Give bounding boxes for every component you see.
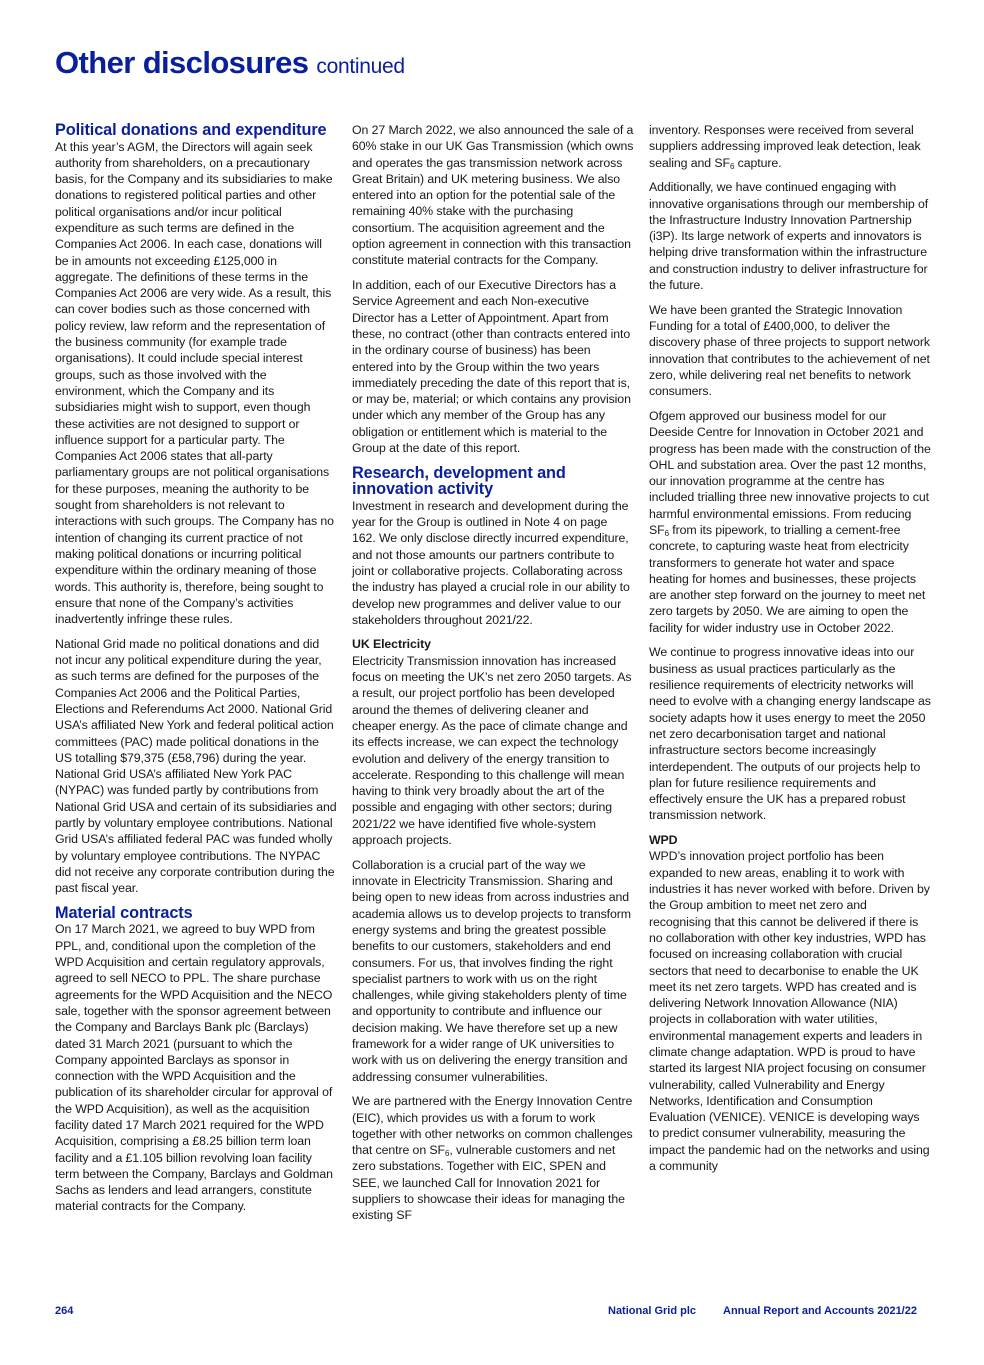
- political-donations-heading: Political donations and expenditure: [55, 121, 327, 139]
- material-contracts-heading: Material contracts: [55, 903, 193, 922]
- uk-electricity-para-3: We are partnered with the Energy Innovation Centre (EIC), which provides us with a forum to work together with other networks on common challenges that centre on $SF_6$, vulnerable customers and net zero substations. Together with EIC, SPEN and SEE, we launched Call for Innovation 2021 for suppliers to showcase their ideas for managing the existing SF: [352, 1094, 633, 1223]
- uk-electricity-para-1: Electricity Transmission innovation has increased focus on meeting the UK’s net zero 2050 targets. As a result, our project portfolio has been developed around the themes of delivering cleaner and cheaper energy. As the pace of climate change and its effects increase, we can expect the technology evolution and delivery of the energy transition to accelerate. Responding to this challenge will mean having to think very broadly about the art of the possible and engaging with other sectors; during 2021/22 we have identified five whole-system approach projects.: [352, 653, 632, 848]
- column-3: [649, 122, 931, 1183]
- research-heading: Research, development and innovation activity: [352, 463, 566, 499]
- page-number: 264: [55, 1305, 74, 1317]
- column-1: [55, 122, 337, 1223]
- research-para-1: Investment in research and development during the year for the Group is outlined in Note 4 on page 162. We only disclose directly incurred expenditure, and not those amounts our partners contribute to joint or collaborative projects. Collaborating across the industry has played a crucial role in our ability to develop new programmes and deliver value to our stakeholders throughout 2021/22.: [352, 498, 630, 627]
- page-title: [55, 45, 405, 81]
- subscript: 6: [729, 161, 735, 171]
- uk-electricity-para-5: We have been granted the Strategic Innovation Funding for a total of £400,000, to deliver the discovery phase of three projects to support network innovation that contributes to the achievement of net zero, while delivering real net benefits to network consumers.: [649, 302, 930, 399]
- wpd-heading: WPD: [649, 833, 678, 848]
- column-2: [352, 122, 634, 1232]
- material-contracts-para-3: In addition, each of our Executive Directors has a Service Agreement and each Non-executive Director has a Letter of Appointment. Apart from these, no contract (other than contracts entered into in the ordinary course of business) has been entered into by the Group within the two years immediately preceding the date of this report that is, or may be, material; or which contains any provision under which any member of the Group has any obligation or entitlement which is material to the Group at the date of this report.: [352, 278, 631, 456]
- page-title-continued: continued: [316, 55, 405, 78]
- material-contracts-para-1: On 17 March 2021, we agreed to buy WPD from PPL, and, conditional upon the completion of the WPD Acquisition and certain regulatory approvals, agreed to sell NECO to PPL. The share purchase agreements for the WPD Acquisition and the NECO sale, together with the sponsor agreement between the Company and Barclays Bank plc (Barclays) dated 31 March 2021 (pursuant to which the Company appointed Barclays as sponsor in connection with the WPD Acquisition and the publication of its shareholder circular for approval of the WPD Acquisition), as well as the acquisition facility dated 17 March 2021 required for the WPD Acquisition, comprising a £8.25 billion term loan facility and a £1.105 billion revolving loan facility term between the Company, Barclays and Goldman Sachs as lenders and lead arrangers, constitute material contracts for the Company.: [55, 922, 333, 1214]
- subscript: 6: [445, 1149, 450, 1159]
- subscript: 6: [664, 529, 669, 538]
- political-donations-para-2: National Grid made no political donations and did not incur any political expenditure during the year, as such terms are defined for the purposes of the Companies Act 2006 and the Political Parties, Elections and Referendums Act 2000. National Grid USA’s affiliated New York and federal political action committees (PAC) made political donations in the US totalling $79,375 (£58,796) during the year. National Grid USA’s affiliated New York PAC (NYPAC) was funded partly by contributions from National Grid USA and certain of its subsidiaries and partly by voluntary employee contributions. National Grid USA’s affiliated federal PAC was funded wholly by voluntary employee contributions. The NYPAC did not receive any corporate contribution during the past fiscal year.: [55, 636, 337, 896]
- footer-company: National Grid plc: [608, 1305, 697, 1317]
- footer-report-title: Annual Report and Accounts 2021/22: [723, 1305, 917, 1317]
- uk-electricity-para-6: Ofgem approved our business model for our Deeside Centre for Innovation in October 2021 and progress has been made with the construction of the OHL and substation area. Over the past 12 months, our innovation programme at the centre has included trialling three new innovative projects to cut harmful environmental emissions. From reducing $SF_6$ from its pipework, to trialling a cement-free concrete, to capturing waste heat from electricity transformers to generate hot water and space heating for homes and businesses, these projects are another step forward on the journey to meet net zero targets by 2050. We are aiming to open the facility for wider industry use in October 2022.: [649, 408, 931, 635]
- uk-electricity-para-7: We continue to progress innovative ideas into our business as usual practices particularly as the resilience requirements of electricity networks will need to evolve with a changing energy landscape as society adapts how it uses energy to meet the 2050 net zero decarbonisation target and national infrastructure sectors become increasingly interdependent. The outputs of our projects help to plan for future resilience requirements and effectively ensure the UK has a prepared robust transmission network.: [649, 645, 931, 823]
- political-donations-para-1: At this year’s AGM, the Directors will again seek authority from shareholders, on a precautionary basis, for the Company and its subsidiaries to make donations to registered political parties and other political organisations and/or incur political expenditure as such terms are defined in the Companies Act 2006. In each case, donations will be in amounts not exceeding £125,000 in aggregate. The definitions of these terms in the Companies Act 2006 are very wide. As a result, this can cover bodies such as those concerned with policy review, law reform and the representation of the business community (for example trade organisations). It could include special interest groups, such as those involved with the environment, which the Company and its subsidiaries might wish to support, even though these activities are not designed to support or influence support for a particular party. The Companies Act 2006 states that all-party parliamentary groups are not political organisations for these purposes, meaning the authority to be sought from shareholders is not relevant to interactions with such groups. The Company has no intention of changing its current practice of not making political donations or incurring political expenditure within the ordinary meaning of those words. This authority is, therefore, being sought to ensure that none of the Company’s activities inadvertently infringe these rules.: [55, 139, 334, 627]
- uk-electricity-para-2: Collaboration is a crucial part of the way we innovate in Electricity Transmission. Sharing and being open to new ideas from across industries and academia allows us to develop projects to transform energy systems and bring the greatest possible benefits to our customers, stakeholders and end consumers. For us, that involves finding the right specialist partners to work with us on the right challenges, while giving stakeholders plenty of time and opportunity to contribute and influence our decision making. We have therefore set up a new framework for a wider range of UK universities to work with us on delivering the energy transition and addressing consumer vulnerabilities.: [352, 857, 631, 1084]
- wpd-para-1: WPD’s innovation project portfolio has been expanded to new areas, enabling it to work with industries it has never worked with before. Driven by the Group ambition to meet net zero and recognising that this cannot be delivered if there is no collaboration with other key industries, WPD has focused on increasing collaboration with crucial sectors that need to decarbonise to enable the UK meet its net zero targets. WPD has created and is delivering Network Innovation Allowance (NIA) projects in collaboration with water utilities, environmental management experts and leaders in climate change adaptation. WPD is proud to have started its largest NIA project focusing on consumer vulnerability, called Vulnerability and Energy Networks, Identification and Consumption Evaluation (VENICE). VENICE is developing ways to predict consumer vulnerability, measuring the impact the pandemic had on the networks and using a community: [649, 849, 930, 1174]
- uk-electricity-heading: UK Electricity: [352, 637, 431, 652]
- material-contracts-para-2: On 27 March 2022, we also announced the sale of a 60% stake in our UK Gas Transmission (which owns and operates the gas transmission network across Great Britain) and UK metering business. We also entered into an option for the potential sale of the remaining 40% stake with the purchasing consortium. The acquisition agreement and the option agreement in connection with this transaction constitute material contracts for the Company.: [352, 123, 634, 268]
- uk-electricity-para-4: Additionally, we have continued engaging with innovative organisations through our membership of the Infrastructure Industry Innovation Partnership (i3P). Its large network of experts and innovators is helping drive transformation within the infrastructure and construction industry to deliver infrastructure for the future.: [649, 180, 929, 293]
- uk-electricity-para-3-cont: inventory. Responses were received from several suppliers addressing improved leak detection, leak sealing and $SF_6$ capture.: [649, 123, 921, 171]
- page-title-main: Other disclosures: [55, 45, 309, 80]
